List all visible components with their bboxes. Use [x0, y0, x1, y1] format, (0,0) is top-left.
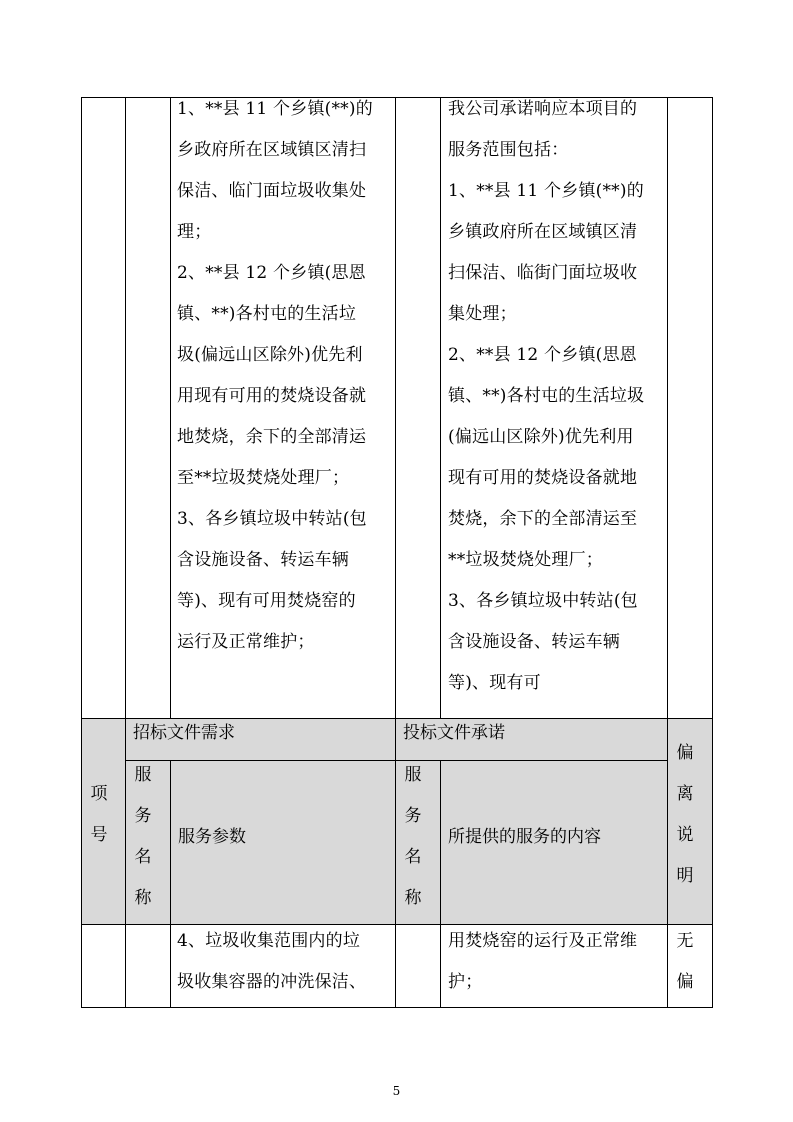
col-divider-4-bottom — [440, 924, 441, 1008]
header-service-content: 所提供的服务的内容 — [448, 827, 601, 847]
header-top-border — [81, 718, 713, 719]
col-divider-1-header — [125, 718, 126, 924]
deviation-text-next: 无 偏 — [676, 931, 694, 992]
requirement-text-next: 4、垃圾收集范围内的垃 圾收集容器的冲洗保洁、 — [177, 931, 367, 992]
header-bid-commitments: 投标文件承诺 — [403, 723, 505, 743]
header-deviation-note: 偏 离 说 明 — [676, 743, 694, 886]
page-number: 5 — [392, 1084, 401, 1098]
col-divider-4-header — [440, 760, 441, 924]
header-item-number: 项 号 — [90, 784, 108, 845]
header-tender-requirements: 招标文件需求 — [133, 723, 235, 743]
header-service-name-left: 服 务 名 称 — [134, 765, 152, 908]
table-right-border — [712, 97, 713, 1008]
col-divider-3-header — [395, 718, 396, 924]
requirement-text-continued: 1、**县 11 个乡镇(**)的 乡政府所在区域镇区清扫 保洁、临门面垃圾收集处 理； 2、**县 12 个乡镇(思恩 镇、**)各村屯的生活垃 圾(偏远山区除外)优先利 用现有可用的焚烧设备就 地焚烧，余下的全部清运 至**垃圾焚烧处理厂； 3、各乡镇垃圾中转站(包 含设施设备、转运车辆 等)、现有可用焚烧窑的 运行及正常维护； — [177, 99, 373, 652]
table-bottom-border — [81, 1007, 713, 1008]
col-divider-1-bottom — [125, 924, 126, 1008]
col-divider-2-header — [170, 760, 171, 924]
col-divider-1-top — [125, 97, 126, 718]
col-divider-4-top — [440, 97, 441, 718]
col-divider-2-bottom — [170, 924, 171, 1008]
response-text-continued: 我公司承诺响应本项目的 服务范围包括： 1、**县 11 个乡镇(**)的 乡镇政府所在区域镇区清 扫保洁、临街门面垃圾收 集处理； 2、**县 12 个乡镇(思恩 镇、**)各村屯的生活垃圾 (偏远山区除外)优先利用 现有可用的焚烧设备就地 焚烧，余下的全部清运至 **垃圾焚烧处理厂； 3、各乡镇垃圾中转站(包 含设施设备、转运车辆 等)、现有可 — [448, 99, 645, 693]
response-text-next: 用焚烧窑的运行及正常维 护； — [448, 931, 638, 992]
header-service-params: 服务参数 — [178, 827, 246, 847]
col-divider-5-header — [667, 718, 668, 924]
col-divider-2-top — [170, 97, 171, 718]
header-service-name-right: 服 务 名 称 — [404, 765, 422, 908]
table-left-border — [81, 97, 82, 1008]
header-mid-border — [125, 760, 667, 761]
